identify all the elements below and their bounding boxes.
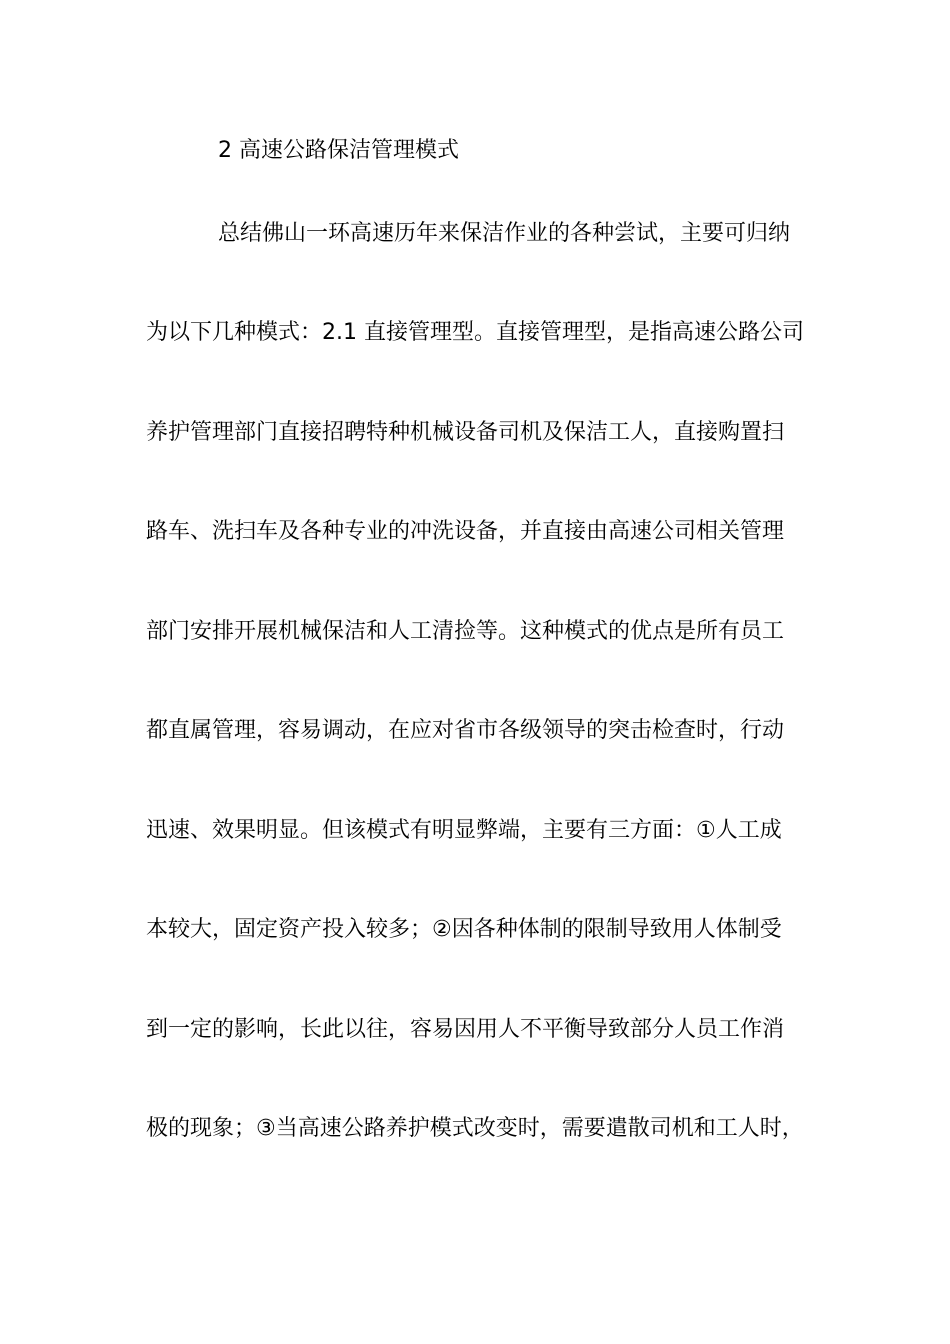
paragraph-line: 迅速、效果明显。但该模式有明显弊端，主要有三方面：①人工成 <box>146 818 782 843</box>
paragraph-line: 都直属管理，容易调动，在应对省市各级领导的突击检查时，行动 <box>146 718 785 743</box>
paragraph-line: 养护管理部门直接招聘特种机械设备司机及保洁工人，直接购置扫 <box>146 420 785 445</box>
paragraph-line: 路车、洗扫车及各种专业的冲洗设备，并直接由高速公司相关管理 <box>146 519 785 544</box>
paragraph-line: 极的现象；③当高速公路养护模式改变时，需要遣散司机和工人时， <box>146 1116 804 1141</box>
paragraph-line: 本较大，固定资产投入较多；②因各种体制的限制导致用人体制受 <box>146 917 782 942</box>
paragraph-line: 总结佛山一环高速历年来保洁作业的各种尝试，主要可归纳 <box>218 221 791 246</box>
paragraph-line: 到一定的影响，长此以往，容易因用人不平衡导致部分人员工作消 <box>146 1017 785 1042</box>
section-heading: 2 高速公路保洁管理模式 <box>218 138 459 163</box>
paragraph-line: 为以下几种模式：2.1 直接管理型。直接管理型，是指高速公路公司 <box>146 320 804 345</box>
paragraph-line: 部门安排开展机械保洁和人工清捡等。这种模式的优点是所有员工 <box>146 619 785 644</box>
